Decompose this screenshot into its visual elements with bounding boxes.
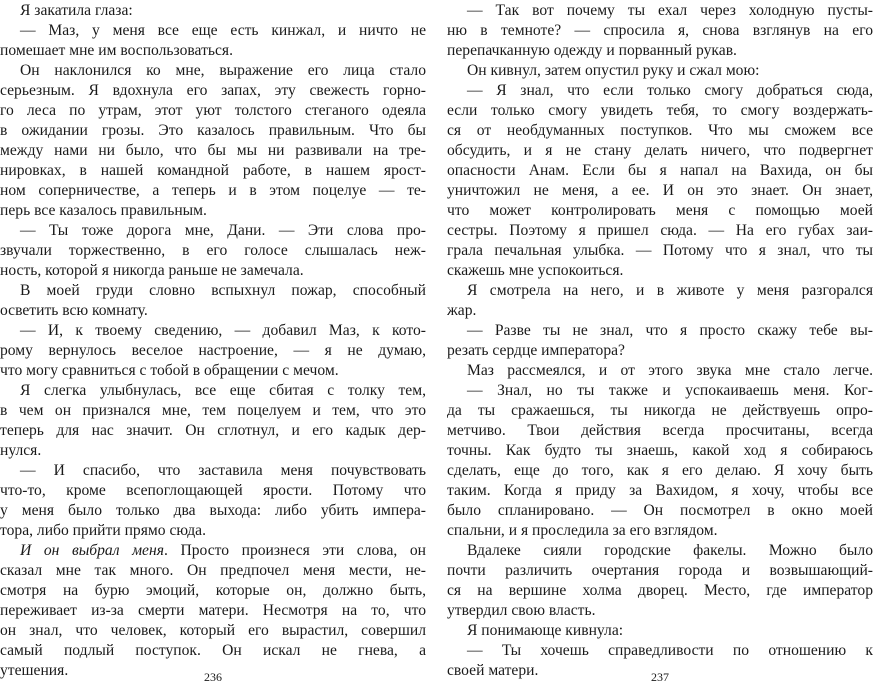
text-line: серьезным. Я вдохнула его запах, эту свежесть горно- [0,82,426,99]
italic-text: И он выбрал меня [20,542,164,559]
text-line: грала печальная улыбка. — Потому что я знал, что ты [447,242,873,259]
text-line: уничтожил не меня, а ее. И он это знает. Он знает, [447,182,873,199]
right-page [447,0,873,687]
text-line: что могу сравниться с тобой в обращении с мечом. [0,362,339,379]
text-line: он знал, что человек, который его вырастил, совершил [0,622,426,639]
text-line: метчиво. Твои действия всегда просчитаны, всегда [447,422,873,439]
text-line: ном соперничестве, а теперь и в этом поцелуе — те- [0,182,426,199]
text-line: утешения. [0,662,69,679]
text-line: между нами ни было, что бы мы ни развивали на тре- [0,142,426,159]
text-line: — Разве ты не знал, что я просто скажу тебе вы- [467,322,873,339]
text-line: го леса по утрам, этот уют толстого стеганого одеяла [0,102,426,119]
text-line: — Ты тоже дорога мне, Дани. — Эти слова про- [20,222,426,239]
text-line: Маз рассмеялся, и от этого звука мне стало легче. [467,362,873,379]
text-line: И он выбрал меня. Просто произнеся эти слова, он [20,542,426,559]
text-line: почти различить очертания города и возвышающий- [447,562,873,579]
text-line: звучали торжественно, в его голосе слышалась неж- [0,242,426,259]
text-line: сестры. Поэтому я пришел сюда. — На его губах заи- [447,222,873,239]
text-line: что может контролировать меня с помощью моей [447,202,873,219]
text-line: точны. Как будто ты знаешь, какой ход я собираюсь [447,442,873,459]
text-line: утвердил свою власть. [447,602,596,619]
text-line: В моей груди словно вспыхнул пожар, способный [20,282,426,299]
text-line: жар. [447,302,477,319]
text-line: Я понимающе кивнула: [467,622,624,639]
text-line: нулся. [0,442,42,459]
text-line: — Так вот почему ты ехал через холодную пусты- [467,2,873,19]
text-line: ность, которой я никогда раньше не замечала. [0,262,304,279]
text-line: осветить всю комнату. [0,302,148,319]
text-line: у меня было только два выхода: либо убить импера- [0,502,426,519]
text-line: если только смогу увидеть тебя, то смогу воздержать- [447,102,873,119]
text-line: что-то, кроме всепоглощающей ярости. Потому что [0,482,426,499]
text-line: Я закатила глаза: [20,2,133,19]
text-line: — Маз, у меня все еще есть кинжал, и ничто не [20,22,426,39]
text-line: перь все казалось правильным. [0,202,207,219]
text-line: — Знал, но ты также и успокаиваешь меня. Ког- [467,382,873,399]
text-line: — Ты хочешь справедливости по отношению к [467,642,873,659]
left-page [0,0,426,687]
text-line: было спланировано. — Он посмотрел в окно моей [447,502,873,519]
text-line: — И, к твоему сведению, — добавил Маз, к кото- [20,322,426,339]
text-line: смотря на бурю эмоций, которые он, должно быть, [0,582,426,599]
text-line: ся от необдуманных поступков. Что мы сможем все [447,122,873,139]
text-line: сказал мне так много. Он предпочел меня мести, не- [0,562,426,579]
left-page-text [0,1,426,681]
text-line: своей матери. [447,662,539,679]
text-line: в чем он признался мне, тем поцелуем и тем, что это [0,402,426,419]
page-number: 236 [204,670,222,684]
text-line: резать сердце императора? [447,342,625,359]
text-line: тора, либо прийти прямо сюда. [0,522,206,539]
text-line: — И спасибо, что заставила меня почувствовать [20,462,426,479]
text-line: обсудить, и я не стану делать ничего, что подвергнет [447,142,873,159]
text-line: опасности Анам. Если бы я напал на Вахида, он бы [447,162,873,179]
text-line: ню в темноте? — спросила я, снова взглянув на его [447,22,873,39]
text-line: да ты сражаешься, ты никогда не действуешь опро- [447,402,873,419]
right-page-text [447,1,873,681]
text-line: теперь для нас значит. Он сглотнул, и его кадык дер- [0,422,426,439]
text-line: Я слегка улыбнулась, все еще сбитая с толку тем, [20,382,426,399]
text-line: Вдалеке сияли городские факелы. Можно было [467,542,873,559]
text-line: нировках, в нашей командной работе, в нашем ярост- [0,162,426,179]
text-line: Я смотрела на него, и в животе у меня разгорался [467,282,873,299]
text-line: в ожидании грозы. Это казалось правильным. Что бы [0,122,426,139]
text-line: Он кивнул, затем опустил руку и сжал мою: [467,62,760,79]
text-line: перепачканную одежду и порванный рукав. [447,42,737,59]
text-line: скажешь мне успокоиться. [447,262,624,279]
text-line: помешает мне им воспользоваться. [0,42,233,59]
text-line: ся на вершине холма дворец. Место, где император [447,582,873,599]
text-line: — Я знал, что если только смогу добраться сюда, [467,82,873,99]
text-line: переживает из-за смерти матери. Несмотря на то, что [0,602,426,619]
text-line: спальни, и я проследила за его взглядом. [447,522,718,539]
text-line: рому вернулось веселое настроение, — я не думаю, [0,342,426,359]
text-line: сделать, еще до того, как я его делаю. Я хочу быть [447,462,873,479]
text-line: таким. Когда я приду за Вахидом, я хочу, чтобы все [447,482,873,499]
text-line: Он наклонился ко мне, выражение его лица стало [20,62,426,79]
text-line: самый подлый поступок. Он искал не гнева, а [0,642,426,659]
page-number: 237 [651,670,669,684]
